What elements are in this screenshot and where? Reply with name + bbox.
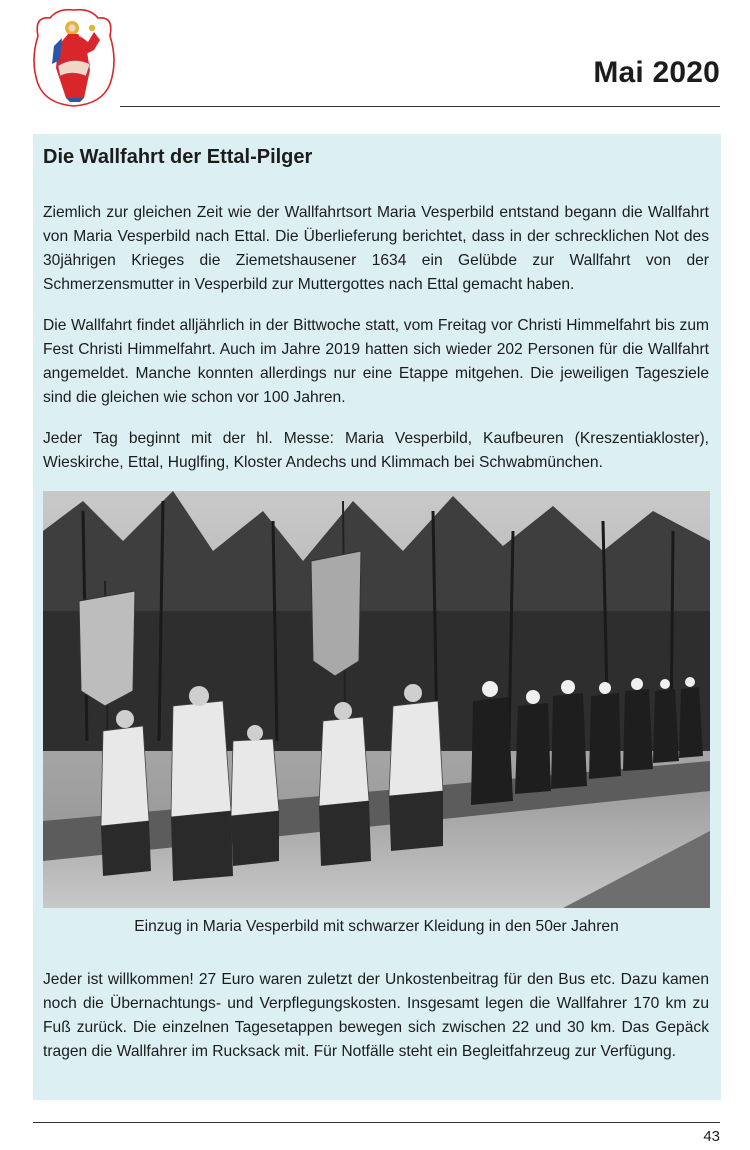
article-paragraph: Jeder Tag beginnt mit der hl. Messe: Maria Vesperbild, Kaufbeuren (Kreszentiakloster), Wieskirche, Ettal, Huglfing, Kloster Andechs und Klimmach bei Schwabmünchen.	[43, 430, 709, 471]
article-paragraph: Die Wallfahrt findet alljährlich in der Bittwoche statt, vom Freitag vor Christi Himmelfahrt bis zum Fest Christi Himmelfahrt. Auch im Jahre 2019 hatten sich wieder 202 Personen für die Wallfahrt angemeldet. Manche konnten allerdings nur eine Etappe mitgehen. Die jeweiligen Tagesziele sind die gleichen wie schon vor 100 Jahren.	[43, 317, 709, 406]
page-number: 43	[703, 1128, 720, 1145]
article-paragraph: Ziemlich zur gleichen Zeit wie der Wallfahrtsort Maria Vesperbild entstand begann die Wallfahrt von Maria Vesperbild nach Ettal. Die Überlieferung berichtet, dass in der schrecklichen Not des 30jährigen Krieges die Ziemetshausener 1634 ein Gelübde zur Wallfahrt von der Schmerzensmutter in Vesperbild zur Muttergottes nach Ettal gemacht haben.	[43, 204, 709, 293]
photo-caption: Einzug in Maria Vesperbild mit schwarzer Kleidung in den 50er Jahren	[134, 918, 619, 935]
pieta-logo-icon	[28, 6, 120, 108]
article-title: Die Wallfahrt der Ettal-Pilger	[43, 146, 313, 168]
procession-photo	[43, 491, 710, 908]
issue-title: Mai 2020	[593, 56, 720, 89]
article-paragraph: Jeder ist willkommen! 27 Euro waren zuletzt der Unkostenbeitrag für den Bus etc. Dazu kamen noch die Übernachtungs- und Verpflegungskosten. Insgesamt legen die Wallfahrer 170 km zu Fuß zurück. Die einzelnen Tagesetappen bewegen sich zwischen 22 und 30 km. Das Gepäck tragen die Wallfahrer im Rucksack mit. Für Notfälle steht ein Begleitfahrzeug zur Verfügung.	[43, 971, 709, 1060]
footer-divider	[33, 1122, 720, 1123]
header-divider	[120, 106, 720, 107]
